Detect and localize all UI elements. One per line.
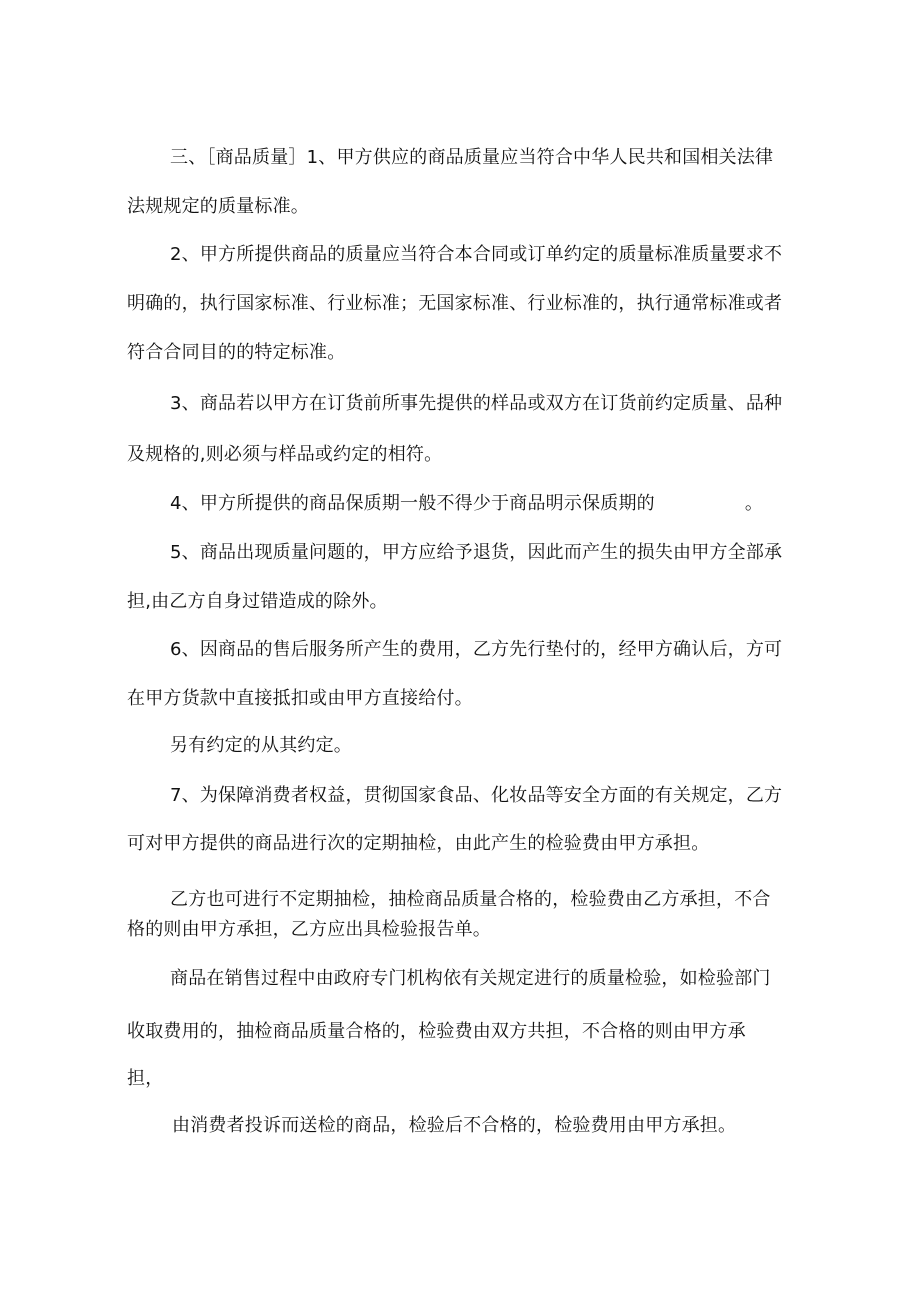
text-line: 及规格的,则必须与样品或约定的相符。 [127, 444, 443, 465]
text-line: 法规规定的质量标准。 [127, 196, 309, 217]
text-line: 3、商品若以甲方在订货前所事先提供的样品或双方在订货前约定质量、品种 [170, 393, 783, 414]
text-line: 收取费用的，抽检商品质量合格的，检验费由双方共担，不合格的则由甲方承 [127, 1021, 746, 1042]
text-line: 符合合同目的的特定标准。 [127, 342, 346, 363]
text-line: 6、因商品的售后服务所产生的费用，乙方先行垫付的，经甲方确认后，方可 [170, 639, 783, 660]
text-line [170, 492, 763, 516]
text-line: 在甲方货款中直接抵扣或由甲方直接给付。 [127, 688, 473, 709]
text-line: 乙方也可进行不定期抽检，抽检商品质量合格的，检验费由乙方承担，不合 [170, 889, 771, 910]
text-line: 由消费者投诉而送检的商品，检验后不合格的，检验费用由甲方承担。 [172, 1115, 737, 1136]
text-line: 5、商品出现质量问题的，甲方应给予退货，因此而产生的损失由甲方全部承 [170, 542, 783, 563]
text-line: 商品在销售过程中由政府专门机构依有关规定进行的质量检验，如检验部门 [170, 968, 771, 989]
text-line: 7、为保障消费者权益，贯彻国家食品、化妆品等安全方面的有关规定，乙方 [170, 785, 783, 806]
text-line-content: 4、甲方所提供的商品保质期一般不得少于商品明示保质期的 [170, 493, 655, 514]
text-line: 可对甲方提供的商品进行次的定期抽检，由此产生的检验费由甲方承担。 [127, 833, 710, 854]
text-line: 格的则由甲方承担，乙方应出具检验报告单。 [127, 919, 491, 940]
text-line: 2、甲方所提供商品的质量应当符合本合同或订单约定的质量标准质量要求不 [170, 244, 783, 265]
text-line: 另有约定的从其约定。 [170, 735, 352, 756]
text-line: 担,由乙方自身过错造成的除外。 [127, 591, 388, 612]
text-line: 三、［商品质量］1、甲方供应的商品质量应当符合中华人民共和国相关法律 [170, 147, 774, 168]
text-line: 明确的，执行国家标准、行业标准；无国家标准、行业标准的，执行通常标准或者 [127, 293, 783, 314]
period-mark: 。 [744, 493, 764, 514]
text-line: 担， [127, 1068, 164, 1089]
